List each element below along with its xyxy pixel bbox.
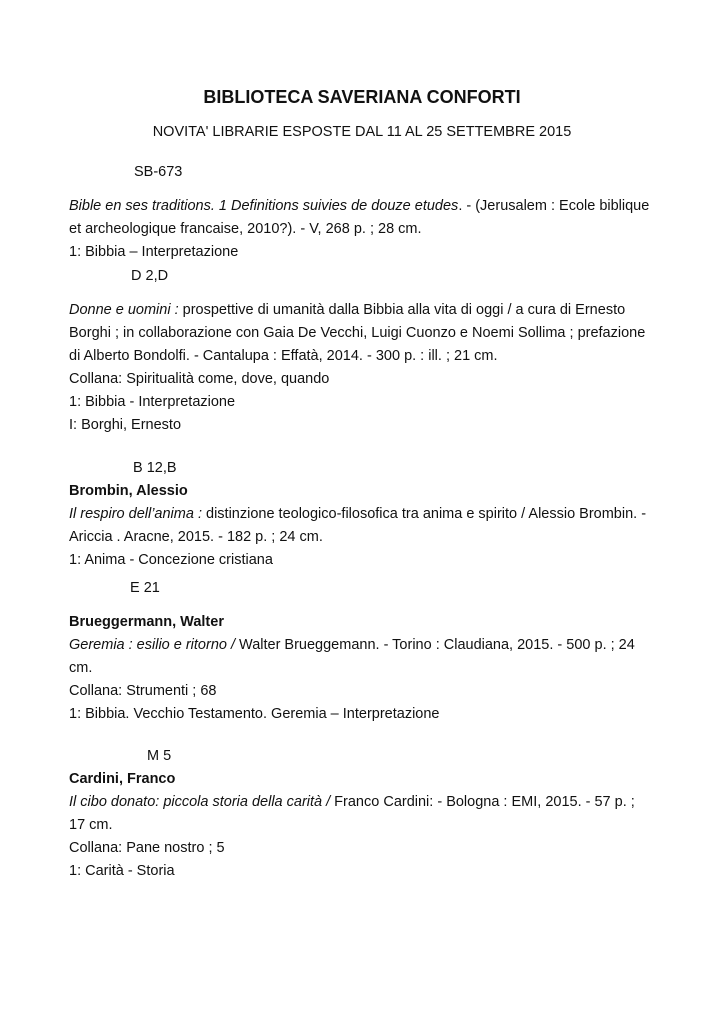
subject-line: 1: Bibbia. Vecchio Testamento. Geremia – Interpretazione (69, 706, 440, 722)
page-title: BIBLIOTECA SAVERIANA CONFORTI (203, 87, 521, 107)
record-title: Bible en ses traditions. 1 Definitions suivies de douze etudes (69, 198, 459, 214)
author-heading: Brombin, Alessio (69, 483, 188, 499)
catalog-entry (69, 161, 659, 264)
catalog-entry (69, 265, 659, 437)
record-line (69, 503, 659, 526)
record-text: . - (Jerusalem : Ecole biblique (458, 198, 650, 214)
subject-line: 1: Bibbia - Interpretazione (69, 394, 236, 410)
subject-line: 1: Anima - Concezione cristiana (69, 552, 273, 568)
record-line (69, 299, 659, 322)
record-line (69, 195, 659, 218)
page-subtitle: NOVITA' LIBRARIE ESPOSTE DAL 11 AL 25 SETTEMBRE 2015 (152, 124, 572, 140)
shelfmark: E 21 (130, 580, 160, 596)
catalog-entry (69, 745, 659, 883)
added-entry-line: I: Borghi, Ernesto (69, 417, 182, 433)
record-title: Il cibo donato: piccola storia della carità / (69, 794, 331, 810)
subject-line: 1: Carità - Storia (69, 863, 175, 879)
subject-line: 1: Bibbia – Interpretazione (69, 244, 239, 260)
record-line: 17 cm. (69, 817, 113, 833)
record-text: Franco Cardini: - Bologna : EMI, 2015. - 57 p. ; (330, 794, 635, 810)
series-line: Collana: Spiritualità come, dove, quando (69, 371, 330, 387)
catalog-entry (69, 577, 659, 726)
record-text: prospettive di umanità dalla Bibbia alla vita di oggi / a cura di Ernesto (178, 302, 626, 318)
record-line (69, 634, 659, 657)
record-line: et archeologique francaise, 2010?). - V, 268 p. ; 28 cm. (69, 221, 422, 237)
catalog-entry (69, 457, 659, 572)
author-heading: Cardini, Franco (69, 771, 176, 787)
series-line: Collana: Strumenti ; 68 (69, 683, 217, 699)
record-text: Walter Brueggemann. - Torino : Claudiana, 2015. - 500 p. ; 24 (235, 637, 635, 653)
shelfmark: M 5 (147, 748, 172, 764)
record-line: di Alberto Bondolfi. - Cantalupa : Effatà, 2014. - 300 p. : ill. ; 21 cm. (69, 348, 498, 364)
record-title: Donne e uomini : (69, 302, 179, 318)
record-text: distinzione teologico-filosofica tra anima e spirito / Alessio Brombin. - (201, 506, 647, 522)
record-title: Geremia : esilio e ritorno / (69, 637, 236, 653)
record-line (69, 791, 659, 814)
series-line: Collana: Pane nostro ; 5 (69, 840, 225, 856)
shelfmark: D 2,D (131, 268, 169, 284)
record-line: cm. (69, 660, 93, 676)
author-heading: Brueggermann, Walter (69, 614, 224, 630)
record-title: Il respiro dell’anima : (69, 506, 202, 522)
record-line: Ariccia . Aracne, 2015. - 182 p. ; 24 cm. (69, 529, 323, 545)
record-line: Borghi ; in collaborazione con Gaia De Vecchi, Luigi Cuonzo e Noemi Sollima ; prefazione (69, 325, 646, 341)
shelfmark: SB-673 (134, 164, 183, 180)
shelfmark: B 12,B (133, 460, 177, 476)
